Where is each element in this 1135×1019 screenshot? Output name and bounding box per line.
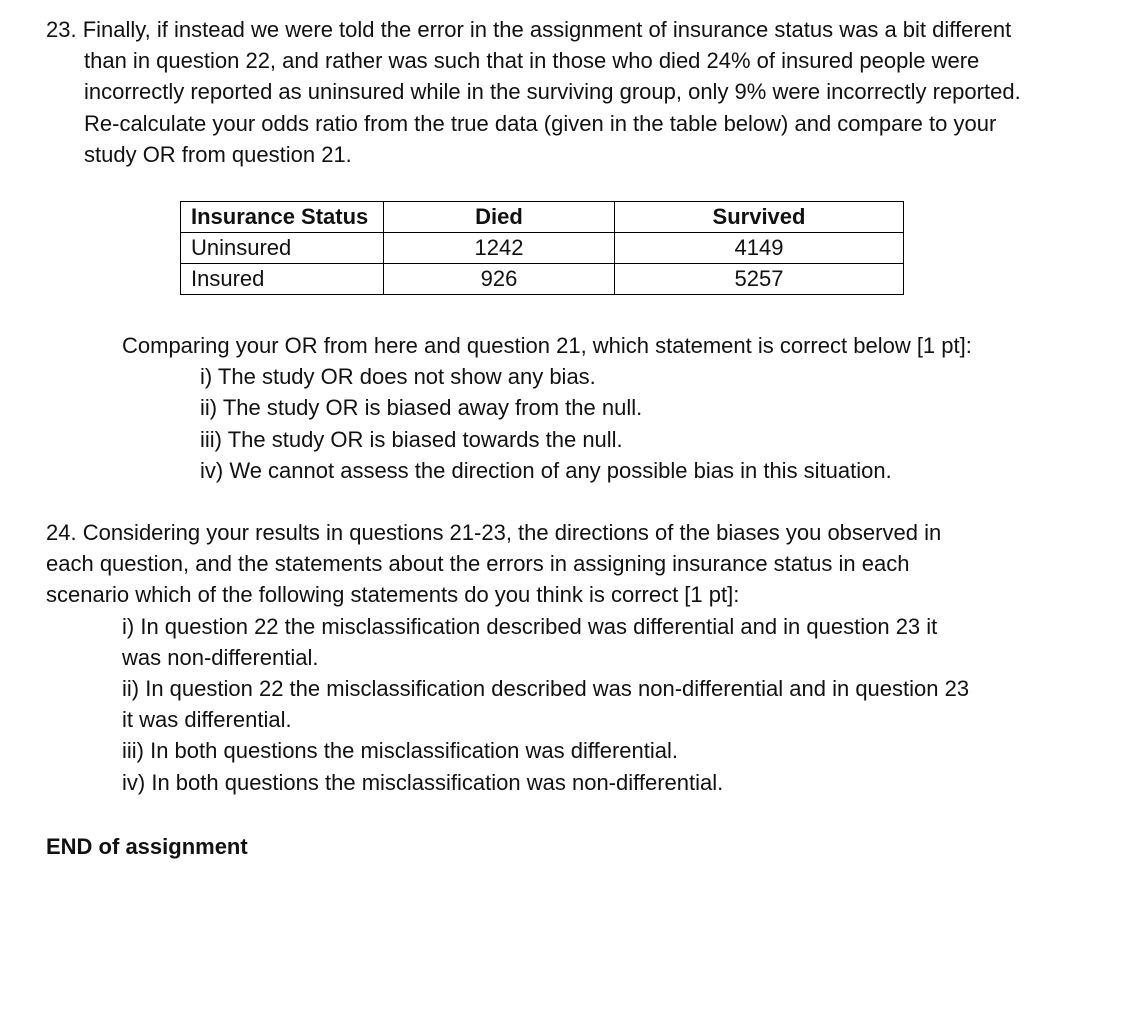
question-24-prompt [46, 517, 1106, 611]
header-insurance-status: Insurance Status [181, 202, 384, 233]
row-label-uninsured: Uninsured [181, 233, 384, 264]
row-label-insured: Insured [181, 264, 384, 295]
option-iii: iii) The study OR is biased towards the null. [200, 426, 623, 452]
option-line: ii) In question 22 the misclassification described was non-differential and in question 23 [122, 676, 970, 702]
question-24 [46, 517, 1106, 798]
option-i: i) The study OR does not show any bias. [200, 364, 596, 390]
cell-uninsured-died: 1242 [384, 233, 615, 264]
table-row [181, 264, 904, 295]
cell-uninsured-survived: 4149 [615, 233, 904, 264]
question-23-prompt: 23. Finally, if instead we were told the error in the assignment of insurance status was a bit different than in question 22, and rather was such that in those who died 24% of insured people were incorrectly reported as uninsured while in the surviving group, only 9% were incorrectly reported. Re-calculate your odds ratio from the true data (given in the table below) and compare to your study OR from question 21. [46, 17, 1021, 167]
option-line: it was differential. [122, 707, 292, 733]
header-died: Died [384, 202, 615, 233]
question-24-prompt-line: 24. Considering your results in questions 21-23, the directions of the biases you observed in [46, 520, 942, 545]
option-line: was non-differential. [122, 644, 319, 670]
question-23-statements [122, 330, 1112, 486]
option-line: i) In question 22 the misclassification described was differential and in question 23 it [122, 613, 938, 639]
cell-insured-survived: 5257 [615, 264, 904, 295]
compare-lead: Comparing your OR from here and question 21, which statement is correct below [1 pt]: [122, 333, 972, 358]
question-24-options [46, 611, 1042, 798]
option-line: iv) In both questions the misclassification was non-differential. [122, 769, 724, 795]
table-row [181, 233, 904, 264]
option-line: iii) In both questions the misclassification was differential. [122, 738, 678, 764]
question-24-prompt-line: each question, and the statements about the errors in assigning insurance status in each [46, 551, 910, 577]
question-23 [46, 14, 1046, 170]
insurance-status-table [180, 201, 904, 295]
option-ii [122, 673, 1042, 735]
end-of-assignment: END of assignment [46, 834, 248, 859]
header-survived: Survived [615, 202, 904, 233]
option-iii [122, 735, 1042, 766]
question-24-prompt-line: scenario which of the following statements do you think is correct [1 pt]: [46, 582, 740, 608]
option-iv [122, 767, 1042, 798]
option-iv: iv) We cannot assess the direction of any possible bias in this situation. [200, 457, 892, 483]
question-23-options [122, 361, 1112, 486]
cell-insured-died: 926 [384, 264, 615, 295]
option-i [122, 611, 1042, 673]
option-ii: ii) The study OR is biased away from the null. [200, 395, 643, 421]
table-header-row [181, 202, 904, 233]
